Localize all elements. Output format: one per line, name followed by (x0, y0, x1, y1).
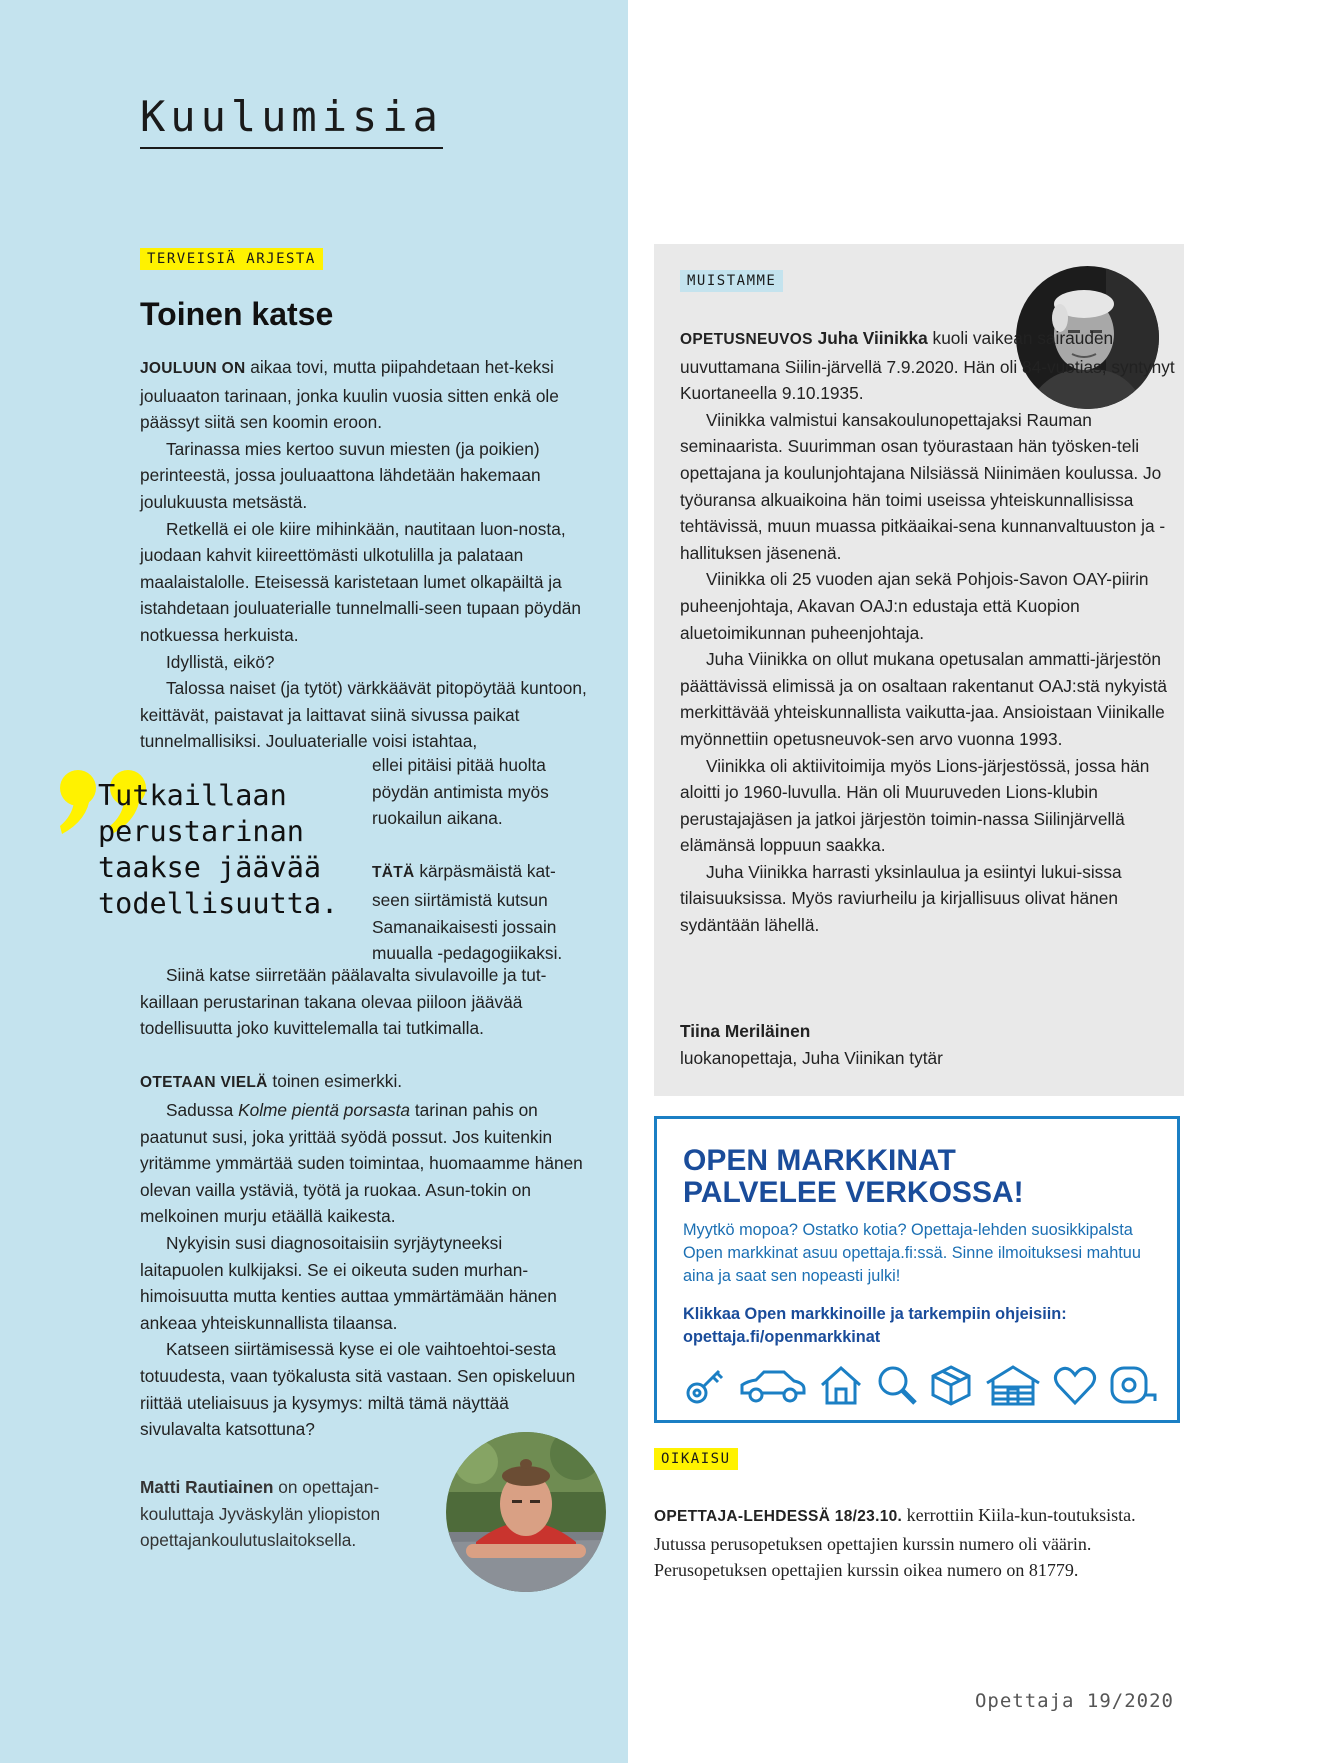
article-paragraph (140, 354, 590, 436)
memorial-paragraph: Viinikka valmistui kansakoulunopettajaksi Rauman seminaarista. Suurimman osan työurastaan hän työsken-teli opettajana ja koulunjohtajana Nilsiässä Niinimäen koulussa. Jo työuransa alkuaikoina hän toimi useissa yhteiskunnallisissa tehtävissä, muun muassa pitkäaikai-sena kunnanvaltuuston ja -hallituksen jäsenenä. (680, 409, 1166, 563)
article-paragraph (372, 858, 592, 966)
cabin-icon (984, 1363, 1042, 1412)
article-paragraph (140, 1097, 590, 1230)
article-paragraph: Katseen siirtämisessä kyse ei ole vaihtoehtoi-sesta totuudesta, vaan työkalusta sitä vastaan. Sen opiskeluun riittää uteliaisuus ja kysymys: miltä tämä näyttää sivulavalta katsottuna? (140, 1339, 576, 1440)
ad-title-line: PALVELEE VERKOSSA! (683, 1176, 1024, 1209)
article-paragraph: Tarinassa mies kertoo suvun miesten (ja poikien) perinteestä, jossa jouluaattona lähdetään hakemaan joulukuusta metsästä. (140, 438, 541, 512)
lead-in: TÄTÄ (372, 864, 415, 882)
ad-cta (683, 1303, 1153, 1349)
article-headline: Toinen katse (140, 296, 334, 332)
car-icon (738, 1363, 808, 1412)
article-paragraph: Nykyisin susi diagnosoitaisiin syrjäytyneeksi laitapuolen kulkijaksi. Se ei oikeuta suden murhan-himoisuutta mutta kenties auttaa ymmärtämään hänen ankeaa yhteiskunnallista tilaansa. (140, 1232, 557, 1333)
article-paragraph (140, 1068, 590, 1097)
author-photo (446, 1432, 606, 1592)
article-paragraph: ellei pitäisi pitää huolta pöydän antimista myös ruokailun aikana. (372, 755, 549, 829)
correction-text (654, 1502, 1154, 1584)
memorial-paragraph (680, 325, 1180, 407)
signature-role: luokanopettaja, Juha Viinikan tytär (680, 1047, 943, 1068)
paragraph-text: Sadussa (166, 1099, 239, 1120)
paragraph-text: kuoli vaikean sairauden uuvuttamana Siilin-järvellä 7.9.2020. Hän oli 84-vuotias, syntynyt Kuortaneella 9.10.1935. (680, 328, 1175, 404)
memorial-signature (680, 1018, 1160, 1071)
ad-icon-row (683, 1365, 1157, 1409)
paragraph-text: kärpäsmäistä kat-seen siirtämistä kutsun Samanaikaisesti jossain muualla -pedagogiikaksi. (372, 861, 563, 964)
author-description: on opettajan-kouluttaja Jyväskylän yliopiston opettajankoulutuslaitoksella. (140, 1477, 381, 1551)
memorial-paragraph: Juha Viinikka harrasti yksinlaulua ja esiintyi lukui-sissa tilaisuuksissa. Myös raviurheilu ja kirjallisuus olivat hänen sydäntään lähellä. (680, 861, 1122, 936)
open-markkinat-ad[interactable] (654, 1116, 1180, 1423)
signature-name (680, 1018, 1160, 1045)
paragraph-text: toinen esimerkki. (267, 1071, 403, 1092)
memorial-tag: MUISTAMME (680, 270, 783, 292)
ad-cta-text: Klikkaa Open markkinoille ja tarkempiin ohjeisiin: (683, 1305, 1067, 1323)
pull-quote-text: Tutkaillaan perustarinan taakse jäävää todellisuutta. (98, 779, 339, 920)
magnifier-icon (875, 1363, 919, 1412)
heart-icon (1052, 1363, 1098, 1412)
paragraph-text: aikaa tovi, mutta piipahdetaan het-keksi jouluaaton tarinaan, jonka kuulin vuosia sitten enkä ole päässyt siitä sen koomin eroon. (140, 357, 559, 433)
memorial-paragraph: Viinikka oli aktiivitoimija myös Lions-järjestössä, jossa hän aloitti jo 1960-luvulla. Hän oli Muuruveden Lions-klubin perustajajäsen ja jatkoi järjestön toimin-nassa Siilinjärvellä elämänsä loppuun saakka. (680, 755, 1150, 856)
author-name: Matti Rautiainen (140, 1477, 274, 1497)
ad-body: Myytkö mopoa? Ostatko kotia? Opettaja-lehden suosikkipalsta Open markkinat asuu opettaja.fi:ssä. Sinne ilmoituksesi mahtuu aina ja saat sen nopeasti julki! (683, 1221, 1141, 1285)
memorial-paragraph: Viinikka oli 25 vuoden ajan sekä Pohjois-Savon OAY-piirin puheenjohtaja, Akavan OAJ:n edustaja että Kuopion aluetoimikunnan puheenjohtaja. (680, 569, 1149, 643)
story-title: Kolme pientä porsasta (238, 1099, 411, 1120)
article-paragraph: Retkellä ei ole kiire mihinkään, nautitaan luon-nosta, juodaan kahvit kiireettömästi ulkotulilla ja palataan maalaistalolle. Eteisessä karistetaan lumet olkapäiltä ja istahdetaan jouluaterialle tunnelmalli-seen tupaan pöydän notkuessa herkuista. (140, 518, 581, 645)
ad-title-line: OPEN MARKKINAT (683, 1144, 956, 1177)
article-paragraph: Idyllistä, eikö? (166, 651, 275, 672)
article-tag: TERVEISIÄ ARJESTA (140, 248, 323, 270)
ad-title (683, 1145, 1024, 1209)
issue-footer: Opettaja 19/2020 (974, 1690, 1174, 1712)
article-paragraph: Talossa naiset (ja tytöt) värkkäävät pitopöytää kuntoon, keittävät, paistavat ja laittavat siinä sivussa paikat tunnelmallisiksi. Jouluaterialle voisi istahtaa, (140, 678, 587, 752)
paragraph-text: kerrottiin Kiila-kun-toutuksista. Jutussa perusopetuksen opettajien kurssin numero oli väärin. Perusopetuksen opettajien kurssin oikea numero on 81779. (654, 1505, 1136, 1581)
correction-tag: OIKAISU (654, 1448, 738, 1470)
lead-in: OPETTAJA-LEHDESSÄ 18/23.10. (654, 1508, 903, 1525)
memorial-paragraph: Juha Viinikka on ollut mukana opetusalan ammatti-järjestön päättävissä elimissä ja on osaltaan rakentanut OAJ:stä nykyistä merkittävää yhteiskunnallista vaikutta-jaa. Ansioistaan Viinikalle myönnettiin opetusneuvok-sen arvo vuonna 1993. (680, 649, 1168, 749)
package-icon (929, 1363, 973, 1412)
tape-measure-icon (1109, 1363, 1157, 1412)
key-icon (683, 1363, 727, 1412)
deceased-name: Juha Viinikka (812, 328, 928, 348)
lead-in: OPETUSNEUVOS (680, 331, 813, 348)
article-body-bottom (140, 962, 590, 1443)
author-note (140, 1474, 430, 1554)
article-body-float (372, 752, 592, 967)
paragraph-text: tarinan pahis on paatunut susi, joka yrittää syödä possut. Jos kuitenkin yritämme ymmärtää suden toimintaa, huomaamme hänen olevan vailla ystäviä, työtä ja ruokaa. Asun-tokin on melkoinen murju etäällä kaikesta. (140, 1099, 583, 1227)
memorial-body (680, 325, 1180, 939)
lead-in: OTETAAN VIELÄ (140, 1074, 268, 1092)
article-paragraph: Siinä katse siirretään päälavalta sivulavoille ja tut-kaillaan perustarinan takana olevaa piiloon jäävää todellisuutta joko kuvittelemalla tai tutkimalla. (140, 965, 547, 1039)
article-body-top (140, 354, 590, 755)
signature-name-text: Tiina Meriläinen (680, 1021, 811, 1041)
house-icon (818, 1363, 864, 1412)
ad-link[interactable]: opettaja.fi/openmarkkinat (683, 1328, 881, 1346)
section-title: Kuulumisia (140, 92, 443, 149)
lead-in: JOULUUN ON (140, 360, 246, 377)
